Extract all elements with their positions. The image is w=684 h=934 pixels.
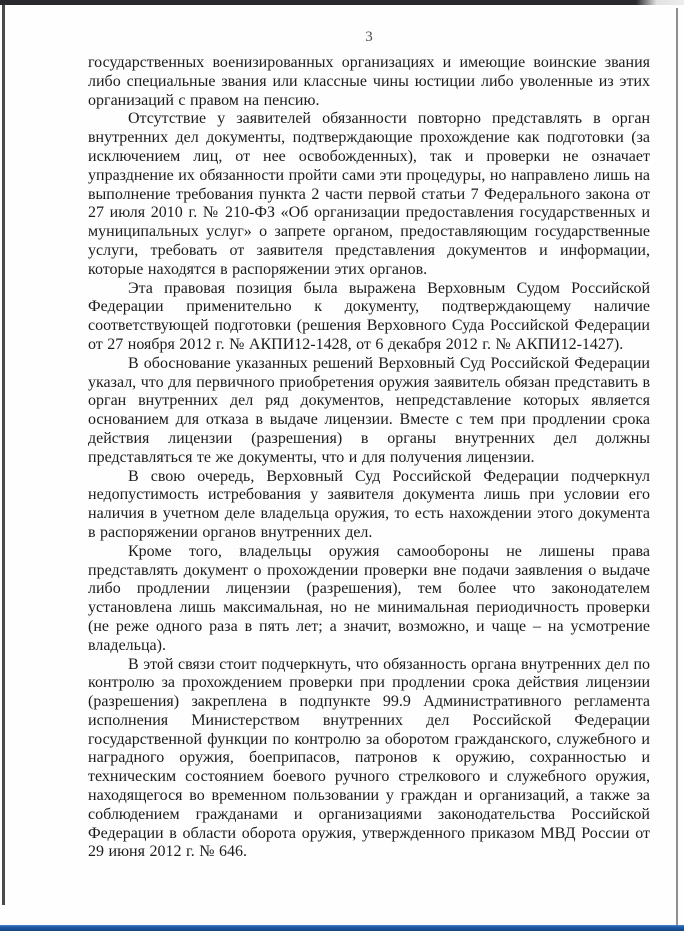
paragraph: государственных военизированных организациях и имеющие воинские звания либо специальные звания или классные чины юстиции либо уволенные из этих организаций с правом на пенсию. bbox=[88, 54, 650, 109]
paragraph: Кроме того, владельцы оружия самообороны не лишены права представлять документ о прохождении проверки вне подачи заявления о выдаче либо продлении лицензии (разрешения), тем более что законодателем установлена лишь максимальная, но не минимальная периодичность проверки (не реже одного раза в пять лет; а значит, возможно, и чаще – на усмотрение владельца). bbox=[88, 542, 650, 654]
scan-top-edge bbox=[0, 0, 684, 5]
scan-bottom-bar bbox=[0, 925, 684, 931]
paragraph: В этой связи стоит подчеркнуть, что обязанность органа внутренних дел по контролю за прохождением проверки при продлении срока действия лицензии (разрешения) закреплена в подпункте 99.9 Административного регламента исполнения Министерством внутренних дел Российской Федерации государственной функции по контролю за оборотом гражданского, служебного и наградного оружия, боеприпасов, патронов к оружию, сохранностью и техническим состоянием боевого ручного стрелкового и служебного оружия, находящегося во временном пользовании у граждан и организаций, а также за соблюдением гражданами и организациями законодательства Российской Федерации в области оборота оружия, утвержденного приказом МВД России от 29 июня 2012 г. № 646. bbox=[88, 655, 650, 861]
paragraph: Отсутствие у заявителей обязанности повторно представлять в орган внутренних дел документы, подтверждающие прохождение как подготовки (за исключением лиц, от нее освобожденных), так и проверки не означает упразднение их обязанности пройти сами эти процедуры, но направлено лишь на выполнение требования пункта 2 части первой статьи 7 Федерального закона от 27 июля 2010 г. № 210-ФЗ «Об организации предоставления государственных и муниципальных услуг» о запрете органом, предоставляющим государственные услуги, требовать от заявителя представления документов и информации, которые находятся в распоряжении этих органов. bbox=[88, 110, 650, 278]
paragraph: Эта правовая позиция была выражена Верховным Судом Российской Федерации применительно к документу, подтверждающему наличие соответствующей подготовки (решения Верховного Суда Российской Федерации от 27 ноября 2012 г. № АКПИ12-1428, от 6 декабря 2012 г. № АКПИ12-1427). bbox=[88, 279, 650, 353]
scan-left-edge bbox=[2, 4, 5, 905]
paragraph: В обоснование указанных решений Верховный Суд Российской Федерации указал, что для первичного приобретения оружия заявитель обязан представить в орган внутренних дел ряд документов, непредставление которых является основанием для отказа в выдаче лицензии. Вместе с тем при продлении срока действия лицензии (разрешения) в органы внутренних дел должны представляться те же документы, что и для получения лицензии. bbox=[88, 354, 650, 466]
paragraph: В свою очередь, Верховный Суд Российской Федерации подчеркнул недопустимость истребования у заявителя документа лишь при условии его наличия в учетном деле владельца оружия, то есть нахождении этого документа в распоряжении органов внутренних дел. bbox=[88, 467, 650, 541]
page-number: 3 bbox=[365, 29, 373, 45]
scan-right-edge bbox=[676, 8, 678, 925]
document-body bbox=[88, 54, 650, 862]
